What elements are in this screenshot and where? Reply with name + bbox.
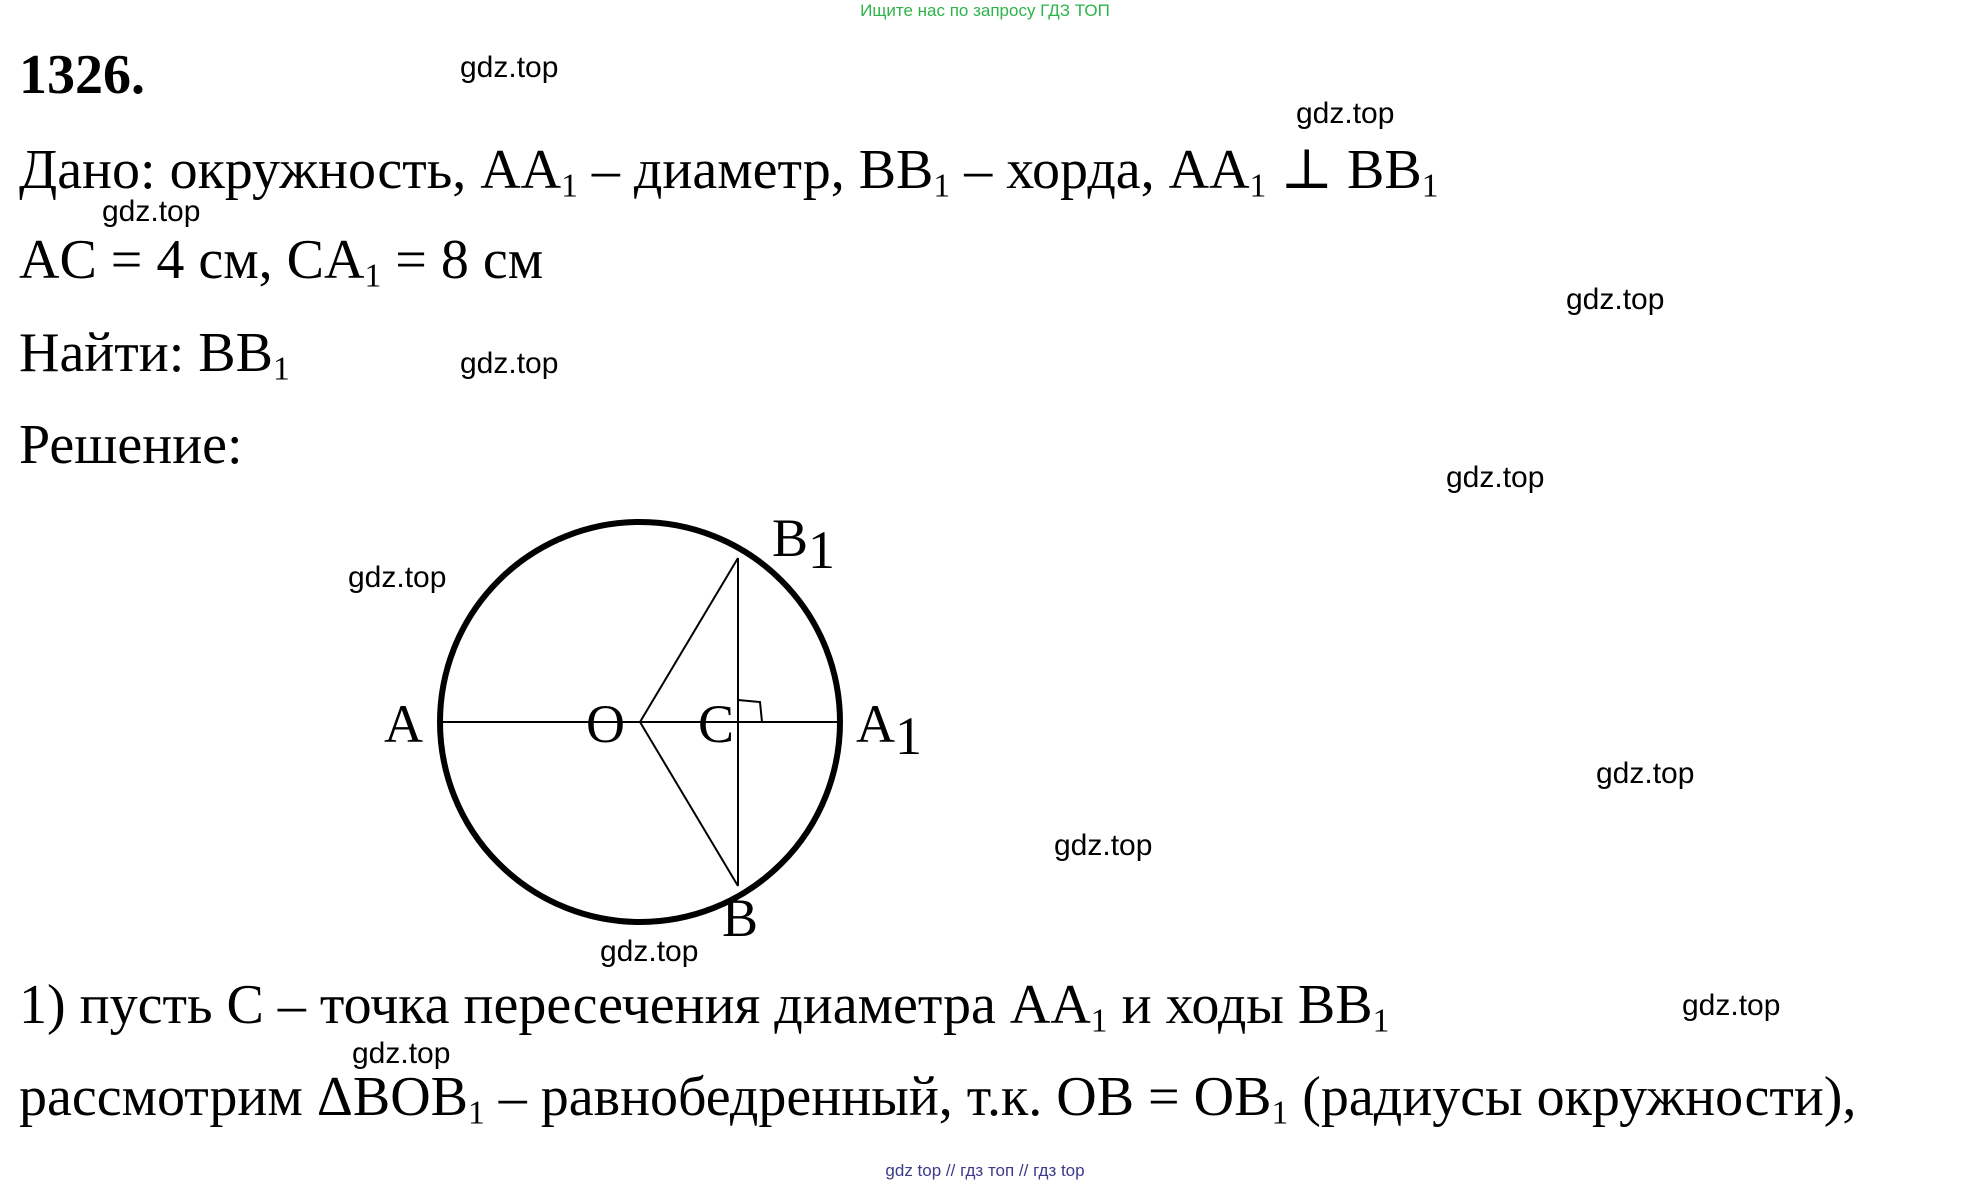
watermark: gdz.top [352,1037,451,1070]
footer-links[interactable]: gdz top // гдз топ // гдз top [885,1161,1085,1180]
solution-heading: Решение: [19,414,243,476]
watermark: gdz.top [460,51,559,84]
step-1-line-1: 1) пусть C – точка пересечения диаметра $AA_1$ и ходы $BB_1$ [19,974,1390,1040]
watermark: gdz.top [600,935,699,968]
step-1-line-2: рассмотрим $\Delta BOB_1$ – равнобедренный, т.к. OB = $OB_1$ (радиусы окружности), [19,1066,1857,1132]
label-C: C [698,694,735,754]
search-banner[interactable]: Ищите нас по запросу ГДЗ ТОП [860,1,1110,20]
label-A: A [384,694,423,754]
given-line-1: Дано: окружность, $AA_1$ – диаметр, $BB_1$ – хорда, $AA_1$ ⊥ $BB_1$ [19,139,1439,205]
circle-diagram [360,500,960,960]
label-B1: B1 [772,508,836,580]
watermark: gdz.top [1596,757,1695,790]
watermark: gdz.top [348,561,447,594]
right-angle-mark [738,700,762,722]
label-B: B [722,888,759,948]
watermark: gdz.top [1682,989,1781,1022]
problem-number: 1326. [19,44,145,106]
watermark: gdz.top [1446,461,1545,494]
watermark: gdz.top [1566,283,1665,316]
watermark: gdz.top [1296,97,1395,130]
label-O: O [586,694,625,754]
watermark: gdz.top [460,347,559,380]
watermark: gdz.top [102,195,201,228]
given-line-2: AC = 4 см, $CA_1 = 8$ см [19,229,544,295]
label-A1: A1 [856,694,922,766]
watermark: gdz.top [1054,829,1153,862]
find-line: Найти: $BB_1$ [19,322,290,388]
